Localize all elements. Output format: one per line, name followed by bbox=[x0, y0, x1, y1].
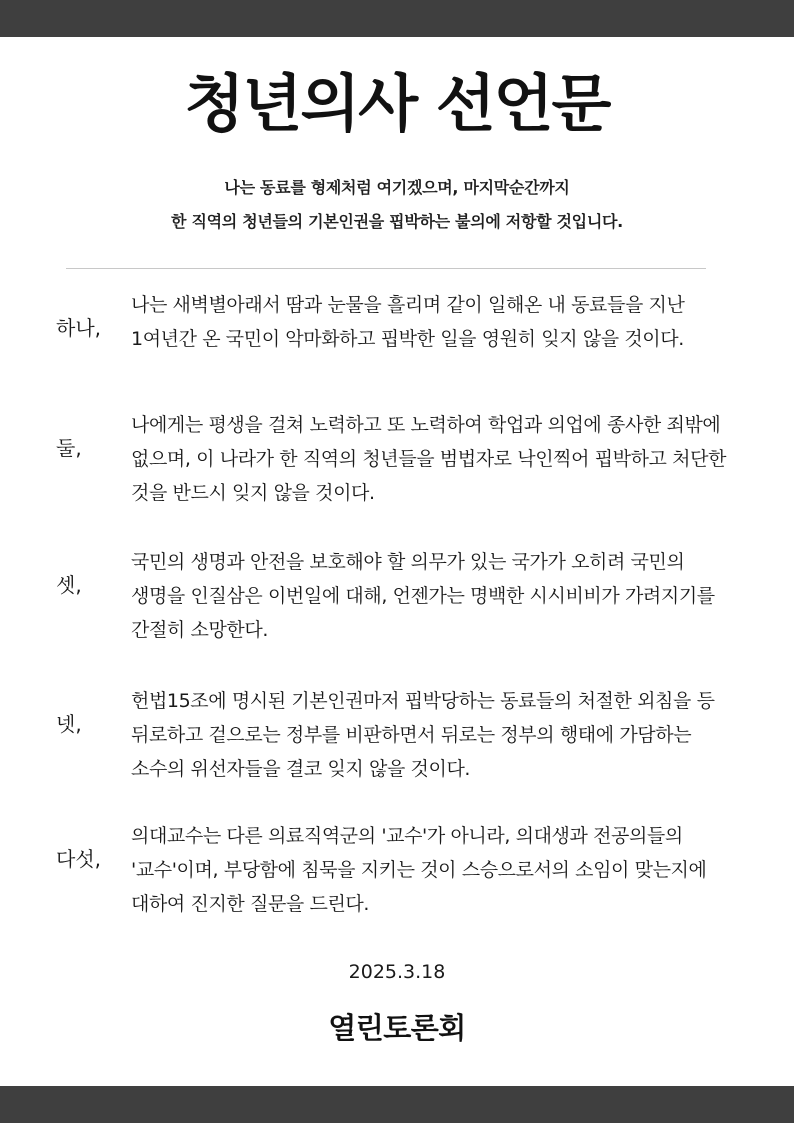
article-text: 국민의 생명과 안전을 보호해야 할 의무가 있는 국가가 오히려 국민의 생명을 인질삼은 이번일에 대해, 언젠가는 명백한 시시비비가 가려지기를 간절히 소망한다. bbox=[131, 551, 715, 641]
article-text: 나는 새벽별아래서 땀과 눈물을 흘리며 같이 일해온 내 동료들을 지난 1여년간 온 국민이 악마화하고 핍박한 일을 영원히 잊지 않을 것이다. bbox=[131, 294, 685, 350]
article-label: 하나, bbox=[56, 316, 101, 340]
article-text: 헌법15조에 명시된 기본인권마저 핍박당하는 동료들의 처절한 외침을 등 뒤로하고 겉으로는 정부를 비판하면서 뒤로는 정부의 행태에 가담하는 소수의 위선자들을 결코 잊지 않을 것이다. bbox=[131, 690, 715, 780]
article-text: 의대교수는 다른 의료직역군의 '교수'가 아니라, 의대생과 전공의들의 '교수'이며, 부당함에 침묵을 지키는 것이 스승으로서의 소임이 맞는지에 대하여 진지한 질문을 드린다. bbox=[131, 825, 707, 915]
article-label: 다섯, bbox=[56, 847, 101, 871]
date: 2025.3.18 bbox=[348, 961, 446, 983]
article-label: 둘, bbox=[56, 436, 82, 460]
top-bar bbox=[0, 0, 794, 37]
divider bbox=[66, 268, 706, 269]
subtitle-line-1: 나는 동료를 형제처럼 여기겠으며, 마지막순간까지 bbox=[224, 178, 570, 197]
article-text: 나에게는 평생을 걸쳐 노력하고 또 노력하여 학업과 의업에 종사한 죄밖에 없으며, 이 나라가 한 직역의 청년들을 범법자로 낙인찍어 핍박하고 처단한 것을 반드시 잊지 않을 것이다. bbox=[131, 414, 727, 504]
organization-name: 열린토론회 bbox=[328, 1011, 466, 1045]
bottom-bar bbox=[0, 1086, 794, 1123]
subtitle-line-2: 한 직역의 청년들의 기본인권을 핍박하는 불의에 저항할 것입니다. bbox=[171, 212, 623, 231]
page-title: 청년의사 선언문 bbox=[184, 67, 610, 140]
article-label: 셋, bbox=[56, 573, 82, 597]
article-label: 넷, bbox=[56, 712, 82, 736]
